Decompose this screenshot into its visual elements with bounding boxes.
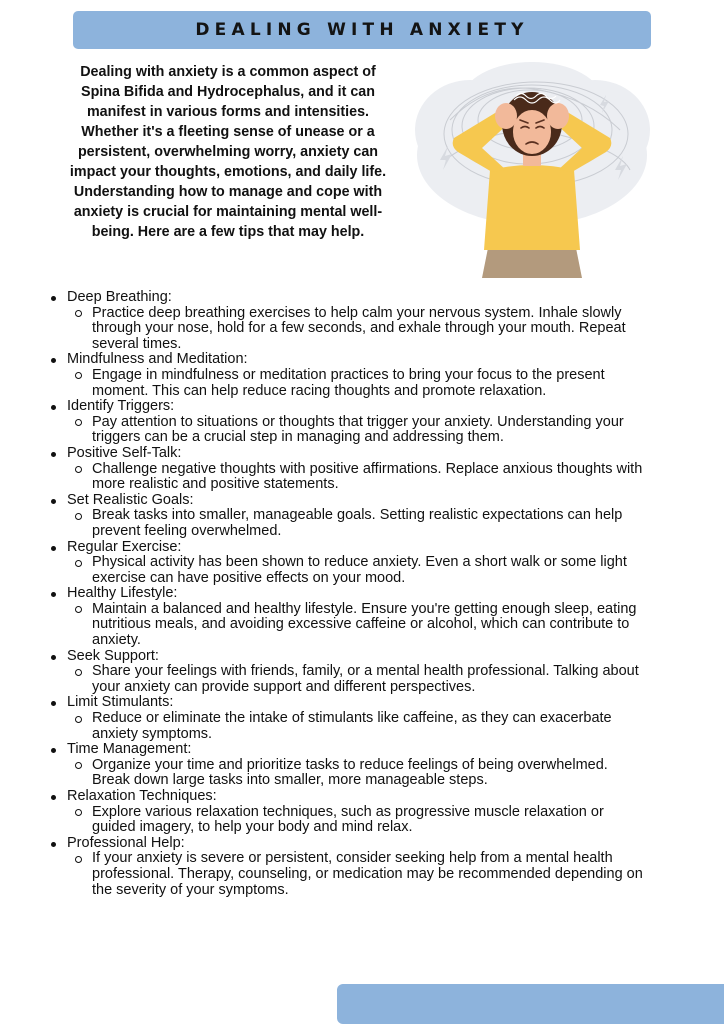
tip-detail: Challenge negative thoughts with positive affirmations. Replace anxious thoughts with more realistic and positive statements.	[67, 462, 648, 493]
tip-detail-list	[67, 368, 648, 399]
tip-item	[48, 290, 648, 352]
tip-detail-list	[67, 462, 648, 493]
tip-detail-list	[67, 758, 648, 789]
tip-detail: Engage in mindfulness or meditation practices to bring your focus to the present moment. This can help reduce racing thoughts and promote relaxation.	[67, 368, 648, 399]
tip-item	[48, 446, 648, 493]
tip-detail-list	[67, 851, 648, 898]
tip-title: Identify Triggers:	[67, 398, 175, 415]
tip-detail: Pay attention to situations or thoughts that trigger your anxiety. Understanding your triggers can be a crucial step in managing and addressing them.	[67, 415, 648, 446]
tip-detail: Practice deep breathing exercises to help calm your nervous system. Inhale slowly through your nose, hold for a few seconds, and exhale through your mouth. Repeat several times.	[67, 306, 648, 353]
tip-title: Professional Help:	[67, 834, 185, 851]
anxious-woman-illustration	[410, 60, 655, 280]
tip-title: Positive Self-Talk:	[67, 444, 182, 461]
tip-title: Deep Breathing:	[67, 289, 172, 305]
tip-detail-list	[67, 508, 648, 539]
tip-detail-list	[67, 664, 648, 695]
tip-item	[48, 493, 648, 540]
tip-item	[48, 695, 648, 742]
tip-detail: If your anxiety is severe or persistent, consider seeking help from a mental health professional. Therapy, counseling, or medication may be recommended depending on the severity of your symptoms.	[67, 851, 648, 898]
title-banner	[73, 11, 651, 49]
tip-title: Healthy Lifestyle:	[67, 585, 178, 602]
intro-paragraph: Dealing with anxiety is a common aspect of Spina Bifida and Hydrocephalus, and it can manifest in various forms and intensities. Whether it's a fleeting sense of unease or a persistent, overwhelming worry, anxiety can impact your thoughts, emotions, and daily life. Understanding how to manage and cope with anxiety is crucial for maintaining mental well-being. Here are a few tips that may help.	[69, 64, 387, 240]
tip-detail: Share your feelings with friends, family, or a mental health professional. Talking about your anxiety can provide support and different perspectives.	[67, 664, 648, 695]
tip-detail-list	[67, 711, 648, 742]
tip-item	[48, 836, 648, 898]
tip-detail-list	[67, 805, 648, 836]
tip-detail-list	[67, 602, 648, 649]
page-title: DEALING WITH ANXIETY	[195, 20, 529, 40]
tip-detail-list	[67, 555, 648, 586]
tip-item	[48, 742, 648, 789]
tip-item	[48, 586, 648, 648]
tip-title: Set Realistic Goals:	[67, 491, 194, 508]
tip-detail: Break tasks into smaller, manageable goals. Setting realistic expectations can help prevent feeling overwhelmed.	[67, 508, 648, 539]
tip-item	[48, 540, 648, 587]
tip-title: Limit Stimulants:	[67, 694, 174, 711]
tip-detail: Explore various relaxation techniques, such as progressive muscle relaxation or guided imagery, to help your body and mind relax.	[67, 805, 648, 836]
tip-detail: Physical activity has been shown to reduce anxiety. Even a short walk or some light exercise can have positive effects on your mood.	[67, 555, 648, 586]
tip-title: Regular Exercise:	[67, 538, 182, 555]
tip-detail: Reduce or eliminate the intake of stimulants like caffeine, as they can exacerbate anxiety symptoms.	[67, 711, 648, 742]
tip-detail: Maintain a balanced and healthy lifestyle. Ensure you're getting enough sleep, eating nutritious meals, and avoiding excessive caffeine or alcohol, which can contribute to anxiety.	[67, 602, 648, 649]
tips-list	[48, 290, 648, 898]
tip-item	[48, 399, 648, 446]
tip-detail-list	[67, 415, 648, 446]
tip-detail: Organize your time and prioritize tasks to reduce feelings of being overwhelmed. Break down large tasks into smaller, more manageable steps.	[67, 758, 648, 789]
footer-banner	[337, 984, 724, 1024]
tip-title: Mindfulness and Meditation:	[67, 351, 248, 368]
tip-item	[48, 352, 648, 399]
tip-title: Time Management:	[67, 741, 192, 758]
tip-title: Relaxation Techniques:	[67, 788, 217, 804]
tip-item	[48, 649, 648, 696]
tip-title: Seek Support:	[67, 647, 159, 664]
tip-detail-list	[67, 306, 648, 353]
tip-item	[48, 789, 648, 836]
